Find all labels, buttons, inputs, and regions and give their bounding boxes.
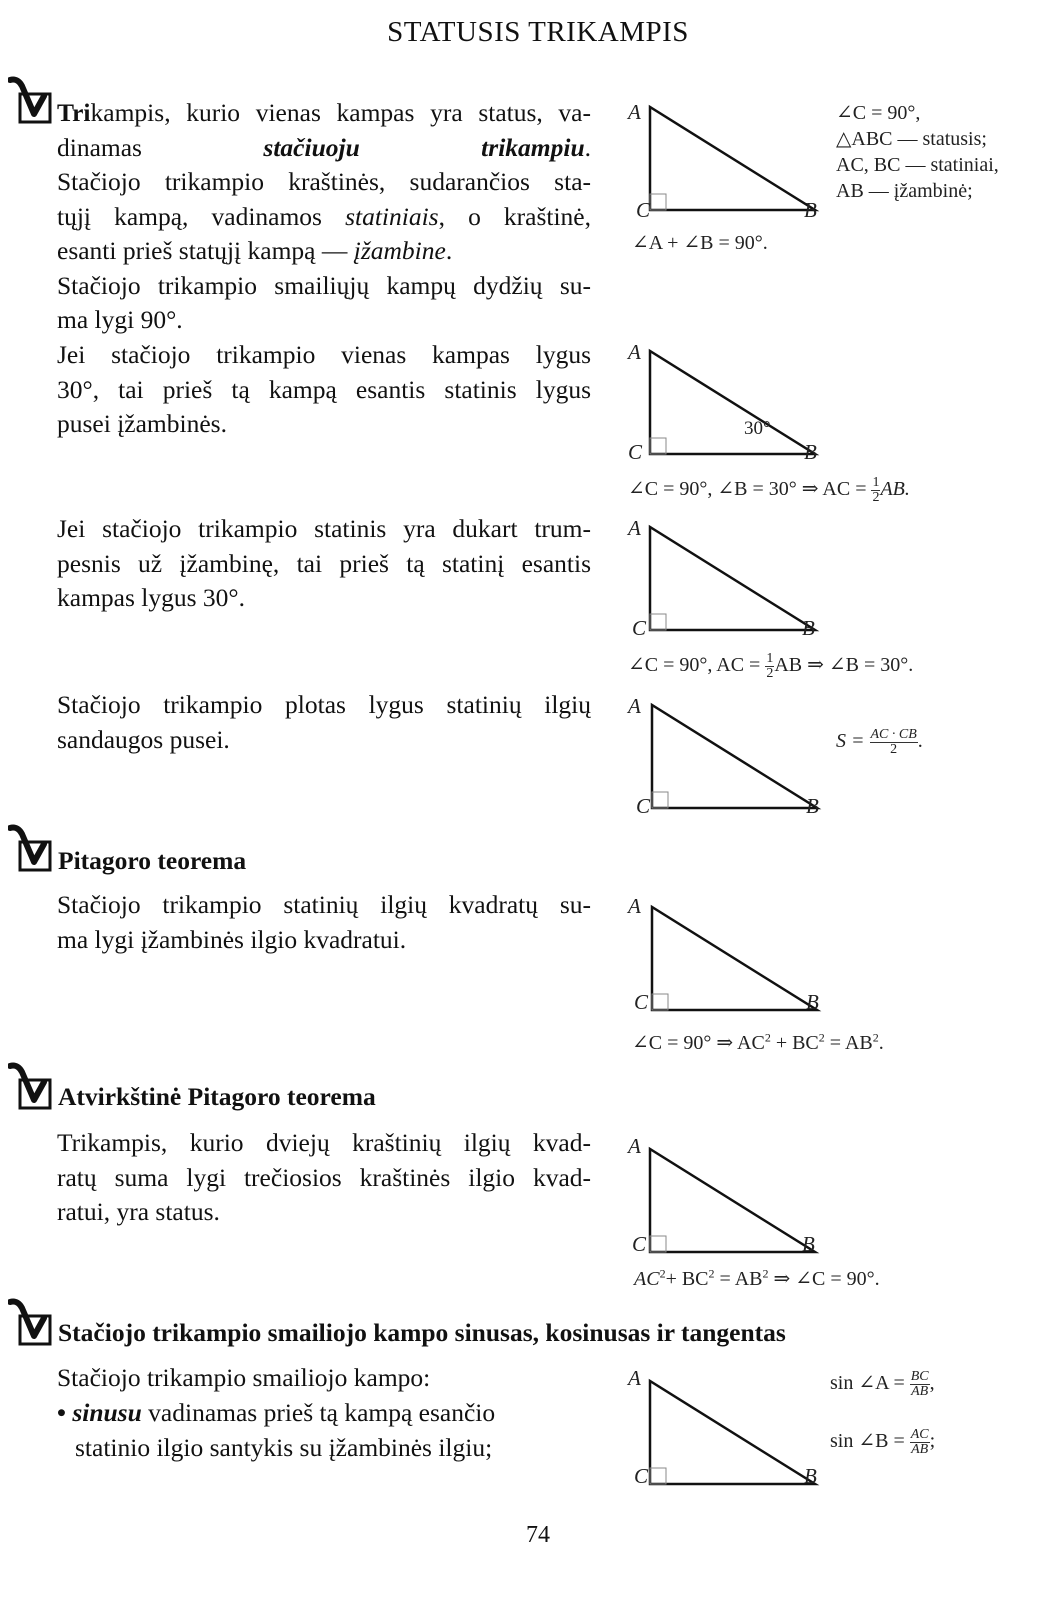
vertex-label-b: B — [802, 1232, 815, 1256]
term-hypotenuse: įžambine — [353, 236, 446, 265]
angle-label: 30° — [744, 418, 771, 439]
vertex-label-b: B — [804, 440, 817, 464]
text-line: kampas lygus 30°. — [57, 583, 245, 612]
term-legs: statiniais — [345, 201, 439, 231]
right-triangle-figure — [620, 1366, 820, 1516]
bullet-item — [57, 1395, 495, 1430]
vertex-label-a: A — [628, 340, 641, 364]
vertex-label-b: B — [804, 1464, 817, 1488]
pythagoras-paragraph — [57, 888, 591, 957]
text: dinamas — [57, 132, 264, 162]
text-line: Stačiojo trikampio plotas lygus statinių ilgių — [57, 690, 591, 719]
text-line: Stačiojo trikampio statinių ilgių kvadratų su- — [57, 890, 591, 919]
frac-den: AB — [911, 1384, 929, 1399]
text-line: pesnis už įžambinę, tai prieš tą statinį esantis — [57, 548, 591, 578]
vertex-label-c: C — [632, 1232, 647, 1256]
text: AB ⇒ ∠B = 30°. — [774, 654, 914, 677]
sin-a-formula — [830, 1370, 935, 1399]
frac-num: AC — [910, 1427, 929, 1442]
converse-pythagoras-paragraph — [57, 1126, 591, 1230]
superscript: 2 — [818, 1030, 825, 1045]
superscript: 2 — [764, 1030, 771, 1045]
text-line: Jei stačiojo trikampio statinis yra dukart trum- — [57, 514, 591, 543]
superscript: 2 — [762, 1266, 769, 1281]
superscript: 2 — [872, 1030, 879, 1045]
text: ma lygi 90°. — [57, 305, 183, 334]
text: ⇒ ∠C = 90°. — [768, 1268, 880, 1290]
fig1-definitions — [836, 100, 999, 204]
right-triangle-figure — [620, 512, 820, 662]
page-title: STATUSIS TRIKAMPIS — [387, 16, 689, 48]
text-line: 30°, tai prieš tą kampą esantis statinis lygus — [57, 374, 591, 404]
text-line: △ABC — statusis; — [836, 128, 987, 150]
frac-den: AB — [911, 1442, 929, 1457]
text-line: statinio ilgio santykis su įžambinės ilgiu; — [75, 1433, 493, 1462]
text: ∠C = 90°, AC = — [628, 654, 766, 677]
text: + BC — [770, 1032, 819, 1054]
text: AC — [634, 1268, 660, 1290]
text: sin ∠B = — [830, 1430, 910, 1453]
fact-30-paragraph — [57, 338, 591, 442]
text: = AB — [714, 1268, 763, 1290]
fact-half-paragraph — [57, 512, 591, 616]
term-right-triangle: stačiuoju trikampiu — [263, 132, 585, 162]
fig2-formula — [628, 476, 910, 505]
frac-num: AC · CB — [870, 727, 917, 742]
section-heading: Pitagoro teorema — [58, 846, 247, 875]
page-number: 74 — [526, 1522, 550, 1548]
text: + BC — [665, 1268, 709, 1290]
fig1-formula: ∠A + ∠B = 90°. — [632, 232, 768, 254]
checkbox-check-icon — [8, 76, 54, 126]
text-line: ratų suma lygi trečiosios kraštinės ilgio kvad- — [57, 1162, 591, 1192]
fig3-formula — [628, 652, 913, 681]
vertex-label-c: C — [628, 440, 643, 464]
fact-area-paragraph — [57, 688, 591, 757]
vertex-label-a: A — [628, 694, 641, 718]
text: esanti prieš statųjį kampą — — [57, 236, 354, 265]
text-line: Jei stačiojo trikampio vienas kampas lygus — [57, 340, 591, 369]
vertex-label-a: A — [628, 1366, 641, 1390]
vertex-label-c: C — [636, 794, 651, 818]
text: , o kraštinė, — [438, 201, 591, 231]
text: . — [878, 1032, 884, 1054]
superscript: 2 — [659, 1266, 666, 1281]
vertex-label-a: A — [628, 1134, 641, 1158]
section-heading: Stačiojo trikampio smailiojo kampo sinusas, kosinusas ir tangentas — [58, 1318, 786, 1347]
text: vadinamas prieš tą kampą esančio — [141, 1398, 496, 1427]
bullet-dot-icon: • — [57, 1398, 66, 1427]
text: tųjį kampą, vadinamos — [57, 201, 346, 231]
text: Stačiojo trikampio kraštinės, sudarančios sta- — [57, 167, 591, 196]
text-line: Trikampis, kurio dviejų kraštinių ilgių kvad- — [57, 1128, 591, 1157]
vertex-label-a: A — [628, 100, 641, 124]
text: AB. — [880, 478, 910, 501]
sin-b-formula — [830, 1428, 935, 1457]
frac-num: 1 — [872, 475, 880, 490]
text: S = — [836, 730, 870, 753]
checkbox-check-icon — [8, 1298, 54, 1348]
text-line: AB — įžambinė; — [836, 180, 973, 202]
text: , — [929, 1372, 935, 1395]
vertex-label-b: B — [802, 616, 815, 640]
vertex-label-a: A — [628, 894, 641, 918]
text: kampis, kurio vienas kampas yra status, va- — [90, 98, 591, 127]
text: . — [584, 132, 591, 162]
text: = AB — [824, 1032, 873, 1054]
vertex-label-c: C — [634, 990, 649, 1014]
checkbox-check-icon — [8, 1062, 54, 1112]
vertex-label-b: B — [806, 794, 819, 818]
converse-formula — [634, 1266, 880, 1291]
text-line: ma lygi įžambinės ilgio kvadratui. — [57, 924, 407, 954]
section-heading: Atvirkštinė Pitagoro teorema — [58, 1082, 376, 1111]
vertex-label-b: B — [804, 198, 817, 222]
area-formula — [836, 728, 923, 757]
intro-paragraph — [57, 96, 591, 338]
vertex-label-c: C — [632, 616, 647, 640]
frac-den: 2 — [890, 742, 898, 757]
text: ; — [929, 1430, 936, 1453]
frac-num: BC — [910, 1369, 929, 1384]
text-line: ∠C = 90°, — [836, 102, 921, 124]
superscript: 2 — [708, 1266, 715, 1281]
text: . — [917, 730, 923, 753]
text: ∠C = 90°, ∠B = 30° ⇒ AC = — [628, 478, 872, 501]
right-triangle-figure — [620, 1134, 820, 1284]
right-triangle-area-figure — [622, 690, 822, 840]
vertex-label-c: C — [634, 1464, 649, 1488]
term-sine: sinusu — [72, 1398, 142, 1427]
frac-num: 1 — [766, 651, 774, 666]
text: Stačiojo trikampio smailiųjų kampų dydžių su- — [57, 270, 591, 300]
vertex-label-b: B — [806, 990, 819, 1014]
frac-den: 2 — [872, 490, 880, 505]
vertex-label-a: A — [628, 516, 641, 540]
right-triangle-30-figure — [620, 336, 820, 486]
pythagoras-formula — [632, 1030, 884, 1055]
text: sin ∠A = — [830, 1372, 910, 1395]
frac-den: 2 — [766, 666, 774, 681]
trig-definitions — [57, 1360, 495, 1465]
text-line: pusei įžambinės. — [57, 409, 227, 438]
emphasis: Tri — [57, 98, 91, 127]
text: . — [445, 236, 453, 265]
text: ∠C = 90° ⇒ AC — [632, 1032, 765, 1054]
checkbox-check-icon — [8, 824, 54, 874]
text-line: AC, BC — statiniai, — [836, 154, 999, 176]
text-line: Stačiojo trikampio smailiojo kampo: — [57, 1363, 431, 1392]
text-line: sandaugos pusei. — [57, 724, 230, 754]
vertex-label-c: C — [636, 198, 651, 222]
text-line: ratui, yra status. — [57, 1197, 220, 1226]
